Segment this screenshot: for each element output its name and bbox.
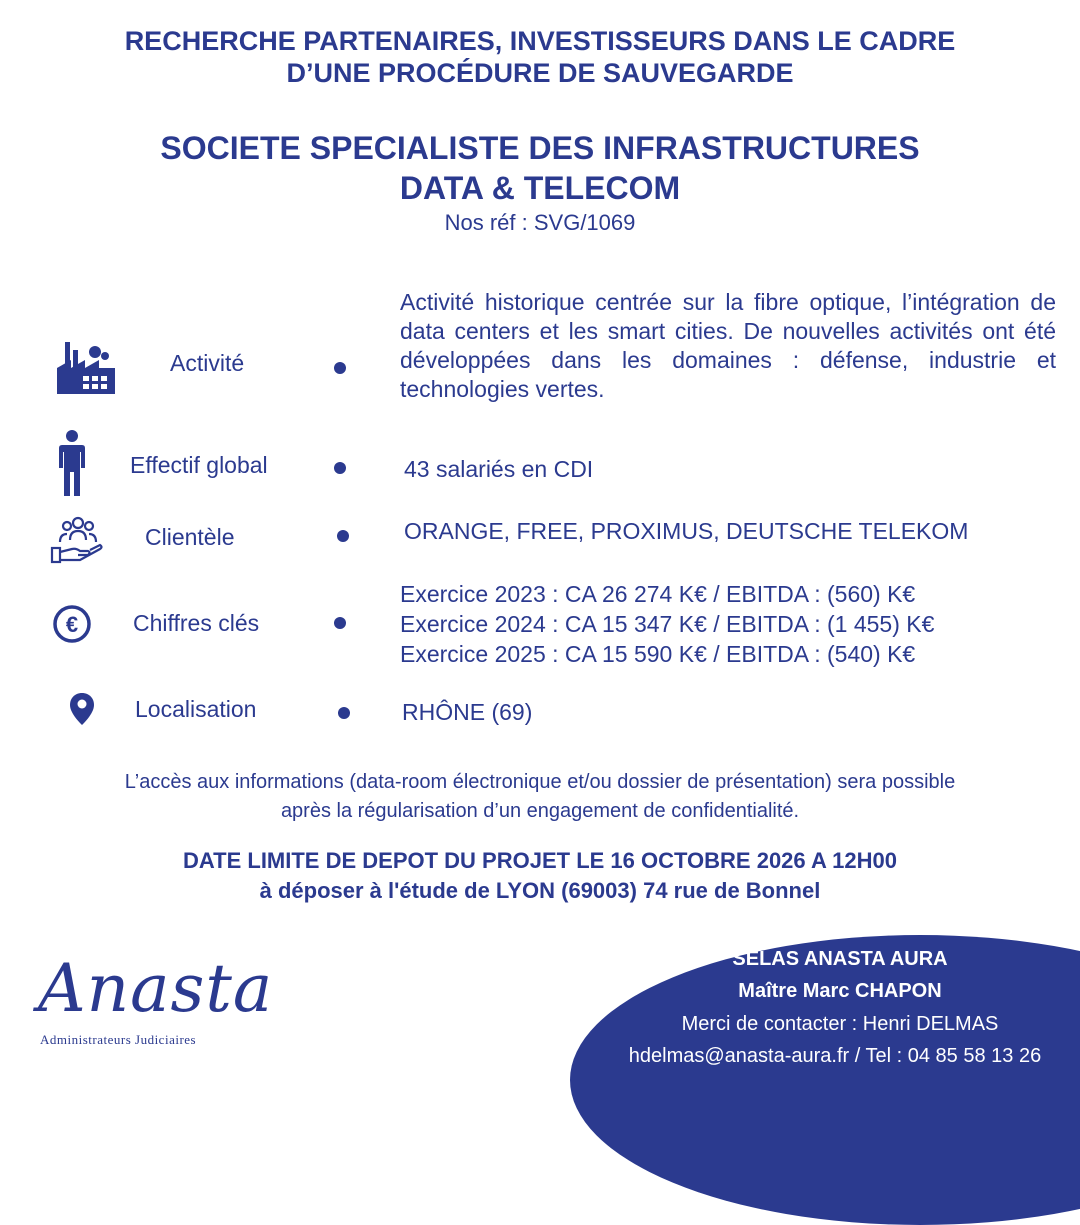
clients-hand-icon	[50, 514, 106, 564]
deadline-line1: DATE LIMITE DE DEPOT DU PROJET LE 16 OCTOBRE 2026 A 12H00	[183, 848, 897, 873]
contact-details[interactable]: hdelmas@anasta-aura.fr / Tel : 04 85 58 13 26	[628, 1045, 1042, 1067]
key-figures-label: Chiffres clés	[133, 610, 260, 636]
key-figures-bullet	[334, 617, 346, 629]
clients-value: ORANGE, FREE, PROXIMUS, DEUTSCHE TELEKOM	[404, 518, 969, 544]
deadline-line2: à déposer à l'étude de LYON (69003) 74 rue de Bonnel	[259, 878, 821, 903]
svg-text:€: €	[65, 612, 79, 637]
headcount-value: 43 salariés en CDI	[404, 456, 594, 482]
clients-label: Clientèle	[145, 524, 235, 550]
activity-value: Activité historique centrée sur la fibre optique, l’intégration de data centers et les smart cities. De nouvelles activités ont été développées dans les domaines : défense, industrie et technologies vertes.	[400, 289, 1056, 402]
anasta-logo: Anasta	[38, 950, 274, 1027]
euro-icon	[52, 604, 92, 644]
key-figures-2023: Exercice 2023 : CA 26 274 K€ / EBITDA : (560) K€	[400, 581, 916, 607]
confidentiality-notice-line1: L’accès aux informations (data-room électronique et/ou dossier de présentation) sera possible	[124, 771, 956, 793]
key-figures-2025: Exercice 2025 : CA 15 590 K€ / EBITDA : (540) K€	[400, 641, 916, 667]
location-bullet	[338, 707, 350, 719]
contact-firm: SELAS ANASTA AURA	[732, 948, 948, 970]
contact-panel	[570, 935, 1080, 1225]
factory-icon	[55, 340, 117, 396]
key-figures-2024: Exercice 2024 : CA 15 347 K€ / EBITDA : (1 455) K€	[400, 611, 935, 637]
location-pin-icon	[69, 692, 95, 726]
activity-label: Activité	[170, 350, 245, 376]
company-title-line1: SOCIETE SPECIALISTE DES INFRASTRUCTURES	[160, 130, 920, 166]
contact-person: Merci de contacter : Henri DELMAS	[681, 1013, 999, 1035]
location-value: RHÔNE (69)	[402, 699, 533, 725]
confidentiality-notice-line2: après la régularisation d’un engagement de confidentialité.	[280, 800, 800, 822]
header-title-line1: RECHERCHE PARTENAIRES, INVESTISSEURS DANS LE CADRE	[124, 26, 956, 56]
headcount-label: Effectif global	[130, 452, 268, 478]
reference-number: Nos réf : SVG/1069	[444, 210, 636, 235]
clients-bullet	[337, 530, 349, 542]
anasta-logo-subtitle: Administrateurs Judiciaires	[40, 1032, 197, 1047]
contact-lawyer: Maître Marc CHAPON	[738, 980, 942, 1002]
location-label: Localisation	[135, 696, 257, 722]
activity-bullet	[334, 362, 346, 374]
headcount-bullet	[334, 462, 346, 474]
person-icon	[58, 430, 86, 498]
header-title-line2: D’UNE PROCÉDURE DE SAUVEGARDE	[286, 58, 794, 88]
company-title-line2: DATA & TELECOM	[399, 170, 681, 206]
